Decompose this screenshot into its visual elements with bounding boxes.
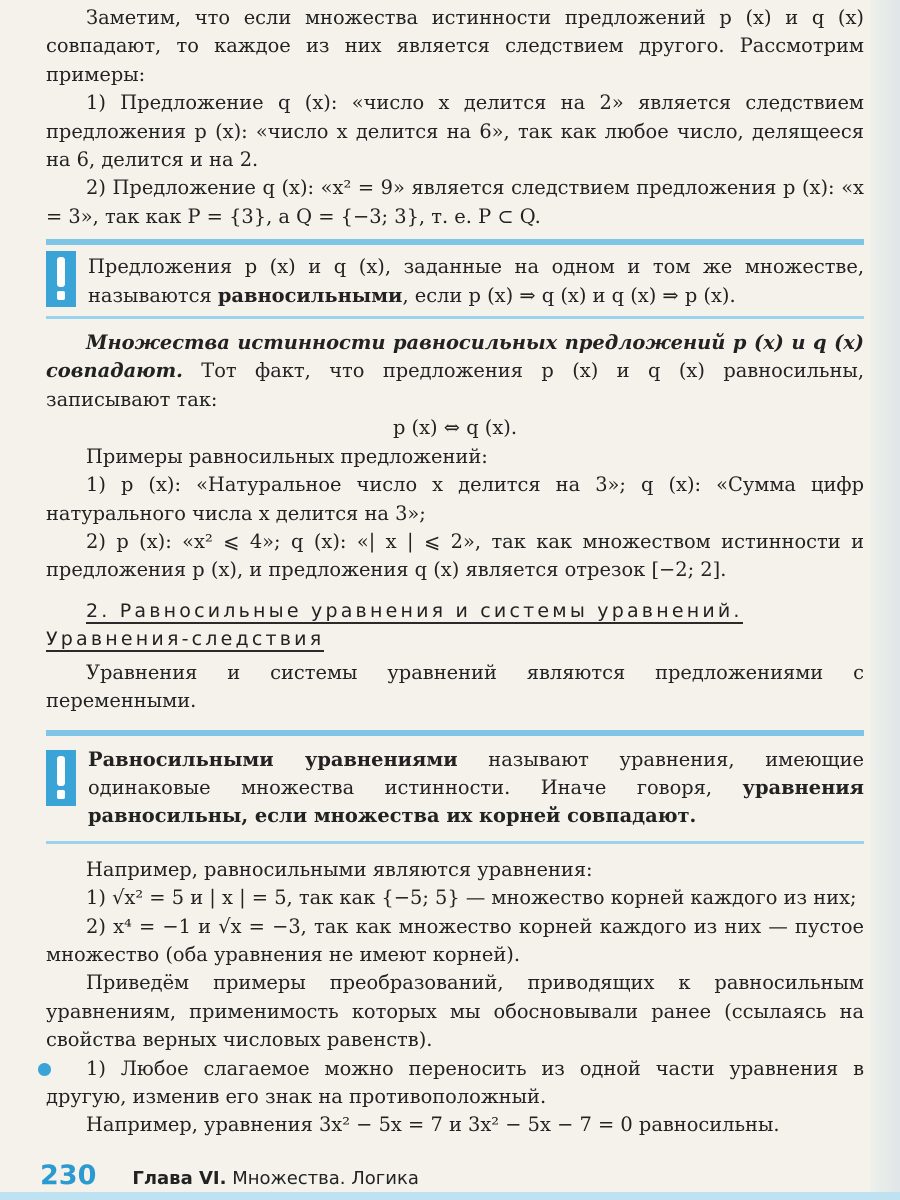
footer-band xyxy=(0,1192,900,1200)
page-footer xyxy=(40,1160,419,1191)
term-equivalent: равносильными xyxy=(217,283,403,307)
definition-bottom-rule xyxy=(46,316,864,319)
exclamation-icon xyxy=(46,251,76,307)
definition-box-equivalent-equations xyxy=(46,736,864,841)
rule-1-example: Например, уравнения 3x² − 5x = 7 и 3x² − 5x − 7 = 0 равносильны. xyxy=(86,1113,780,1137)
exclamation-icon xyxy=(46,750,76,806)
equation-example-1: 1) √x² = 5 и | x | = 5, так как {−5; 5} — множество корней каждого из них; xyxy=(86,886,857,910)
examples-title: Примеры равносильных предложений: xyxy=(86,444,488,468)
paragraph-intro: Заметим, что если множества истинности предложений p (x) и q (x) совпадают, то каждое из них является следствием другого. Рассмотрим примеры: xyxy=(46,6,864,86)
equations-intro: Например, равносильными являются уравнения: xyxy=(86,857,593,881)
equation-example-2: 2) x⁴ = −1 и √x = −3, так как множество корней каждого из них — пустое множество (оба уравнения не имеют корней). xyxy=(46,914,864,966)
definition2-bottom-rule xyxy=(46,841,864,844)
formula-equivalence: p (x) ⇔ q (x). xyxy=(392,416,518,440)
rule-1-row xyxy=(46,1055,864,1112)
textbook-page xyxy=(46,4,864,1140)
section-heading xyxy=(46,597,864,653)
statement-truth-sets: Множества истинности равносильных предложений p (x) и q (x) совпадают. Тот факт, что предложения p (x) и q (x) равносильны, записывают так: xyxy=(46,331,864,411)
section-title-line2: Уравнения-следствия xyxy=(46,627,325,650)
example-1: 1) Предложение q (x): «число x делится на 2» является следствием предложения p (x): «число x делится на 6», так как любое число, делящееся на 6, делится и на 2. xyxy=(46,91,864,172)
section-intro: Уравнения и системы уравнений являются предложениями с переменными. xyxy=(46,660,864,713)
page-edge-shadow xyxy=(870,0,900,1200)
section-title-line1: 2. Равносильные уравнения и системы уравнений. xyxy=(86,599,743,622)
chapter-running-head: Глава VI. Множества. Логика xyxy=(132,1168,419,1189)
blue-bullet-icon xyxy=(38,1063,51,1076)
transformations-paragraph: Приведём примеры преобразований, приводящих к равносильным уравнениям, применимость которых мы обосновывали ранее (ссылаясь на свойства верных числовых равенств). xyxy=(46,971,864,1052)
example-2: 2) Предложение q (x): «x² = 9» является следствием предложения p (x): «x = 3», так как P = {3}, а Q = {−3; 3}, т. е. P ⊂ Q. xyxy=(46,176,864,228)
rule-1-text: 1) Любое слагаемое можно переносить из одной части уравнения в другую, изменив его знак на противоположный. xyxy=(46,1056,864,1108)
equivalent-example-2: 2) p (x): «x² ⩽ 4»; q (x): «| x | ⩽ 2», так как множеством истинности и предложения p (x), и предложения q (x) является отрезок [−2; 2]. xyxy=(46,529,864,582)
definition-text: Предложения p (x) и q (x), заданные на одном и том же множестве, называются равносильными, если p (x) ⇒ q (x) и q (x) ⇒ p (x). xyxy=(88,255,864,307)
definition2-text: Равносильными уравнениями называют уравнения, имеющие одинаковые множества истинности. Иначе говоря, уравнения равносильны, если множества их корней совпадают. xyxy=(88,747,864,828)
definition-box-equivalent-propositions xyxy=(46,245,864,316)
equivalent-example-1: 1) p (x): «Натуральное число x делится на 3»; q (x): «Сумма цифр натурального числа x делится на 3»; xyxy=(46,473,864,525)
page-number: 230 xyxy=(40,1160,97,1191)
